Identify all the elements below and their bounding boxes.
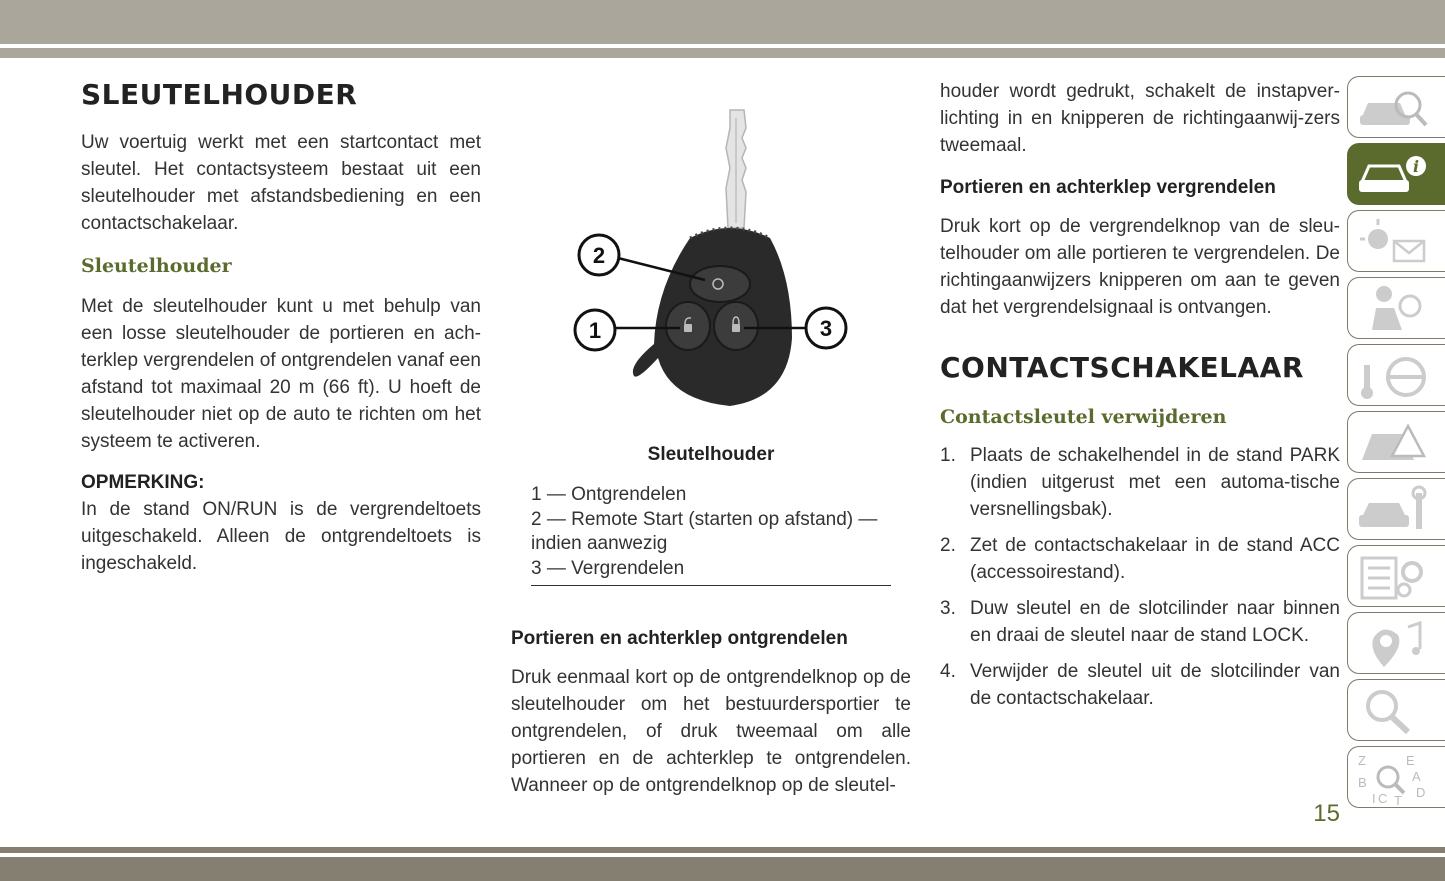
list-item: 4. Verwijder de sleutel uit de slotcilinder van de contactschakelaar.	[940, 661, 1340, 709]
key-fob-figure	[560, 108, 860, 418]
tab-steering[interactable]	[1347, 344, 1445, 406]
svg-text:B: B	[1358, 775, 1367, 790]
tab-multimedia[interactable]	[1347, 612, 1445, 674]
svg-text:A: A	[1412, 769, 1421, 784]
subsection-heading: Contactsleutel verwijderen	[940, 406, 1227, 428]
legend-item: 1 — Ontgrendelen	[531, 484, 687, 505]
column-middle	[511, 628, 911, 799]
tab-search[interactable]	[1347, 679, 1445, 741]
callout-2-label: 2	[592, 243, 606, 268]
svg-text:i: i	[1412, 157, 1420, 176]
tab-car-info[interactable]	[1347, 143, 1445, 205]
page-number: 15	[1313, 800, 1340, 827]
intro-paragraph: Uw voertuig werkt met een startcontact met sleutel. Het contactsysteem bestaat uit een sleutelhouder met afstandsbediening en een contactschakelaar.	[81, 132, 481, 234]
callout-3-label: 3	[819, 316, 833, 341]
note-text: In de stand ON/RUN is de vergrendeltoets uitgeschakeld. Alleen de ontgrendeltoets is ingeschakeld.	[81, 499, 481, 574]
svg-text:E: E	[1406, 753, 1415, 768]
svg-text:Z: Z	[1358, 753, 1366, 768]
car-search-icon	[1354, 81, 1434, 135]
hazard-car-icon	[1354, 416, 1434, 470]
fob-body	[633, 228, 792, 406]
column-right	[940, 78, 1340, 712]
body-paragraph: Met de sleutelhouder kunt u met behulp van een losse sleutelhouder de portieren en ach-terklep vergrendelen of ontgrendelen vanaf een afstand tot maximaal 20 m (66 ft). U hoeft de sleutelhouder niet op de auto te richten om het systeem te activeren.	[81, 296, 481, 452]
column-left	[81, 78, 481, 577]
note-label: OPMERKING:	[81, 472, 205, 493]
lock-heading: Portieren en achterklep vergrendelen	[940, 177, 1276, 198]
tab-airbag[interactable]	[1347, 277, 1445, 339]
tab-car-search[interactable]	[1347, 76, 1445, 138]
section-title: SLEUTELHOUDER	[81, 78, 358, 111]
car-info-icon	[1354, 148, 1434, 202]
svg-text:D: D	[1416, 785, 1426, 800]
list-item: 2. Zet de contactschakelaar in de stand ACC (accessoirestand).	[940, 535, 1340, 583]
tab-warning-lights[interactable]	[1347, 210, 1445, 272]
spec-list-icon	[1354, 550, 1434, 604]
svg-text:I: I	[1372, 791, 1376, 805]
top-band-thin	[0, 48, 1445, 58]
index-icon	[1354, 751, 1434, 805]
unlock-heading: Portieren en achterklep ontgrendelen	[511, 628, 848, 649]
tab-specs[interactable]	[1347, 545, 1445, 607]
remote-start-button	[690, 266, 750, 302]
lock-paragraph: Druk kort op de vergrendelknop van de sleu-telhouder om alle portieren te vergrendelen. De richtingaanwijzers knipperen om aan te geven dat het vergrendelsignaal is ontvangen.	[940, 216, 1340, 318]
figure-caption: Sleutelhouder	[647, 444, 775, 465]
tab-car-service[interactable]	[1347, 478, 1445, 540]
list-item: 3. Duw sleutel en de slotcilinder naar binnen en draai de sleutel naar de stand LOCK.	[940, 598, 1340, 646]
bottom-band	[0, 857, 1445, 881]
steps-list	[940, 442, 1340, 712]
section-title: CONTACTSCHAKELAAR	[940, 351, 1304, 384]
unlock-paragraph: Druk eenmaal kort op de ontgrendelknop op de sleutelhouder om het bestuurdersportier te ontgrendelen, of druk tweemaal om alle portieren en de achterklep te ontgrendelen. Wanneer op de ontgrendelknop op de sleutel-	[511, 667, 911, 796]
airbag-icon	[1354, 282, 1434, 336]
subsection-heading: Sleutelhouder	[81, 255, 232, 277]
steering-wheel-icon	[1354, 349, 1434, 403]
top-band	[0, 0, 1445, 44]
figure-legend	[531, 483, 891, 586]
key-fob-image	[560, 108, 860, 418]
callout-1-label: 1	[588, 318, 602, 343]
warning-lights-icon	[1354, 215, 1434, 269]
tab-hazard[interactable]	[1347, 411, 1445, 473]
car-wrench-icon	[1354, 483, 1434, 537]
continued-paragraph: houder wordt gedrukt, schakelt de instapver-lichting in en knipperen de richtingaanwij-zers tweemaal.	[940, 81, 1340, 156]
svg-text:C: C	[1378, 791, 1388, 805]
legend-item: 2 — Remote Start (starten op afstand) — indien aanwezig	[531, 508, 878, 554]
multimedia-icon	[1354, 617, 1434, 671]
bottom-band-thin	[0, 847, 1445, 853]
legend-item: 3 — Vergrendelen	[531, 557, 685, 579]
tab-index[interactable]	[1347, 746, 1445, 808]
list-item: 1. Plaats de schakelhendel in de stand PARK (indien uitgerust met een automa-tische versnellingsbak).	[940, 445, 1340, 520]
svg-text:T: T	[1394, 793, 1402, 805]
search-icon	[1354, 684, 1434, 738]
